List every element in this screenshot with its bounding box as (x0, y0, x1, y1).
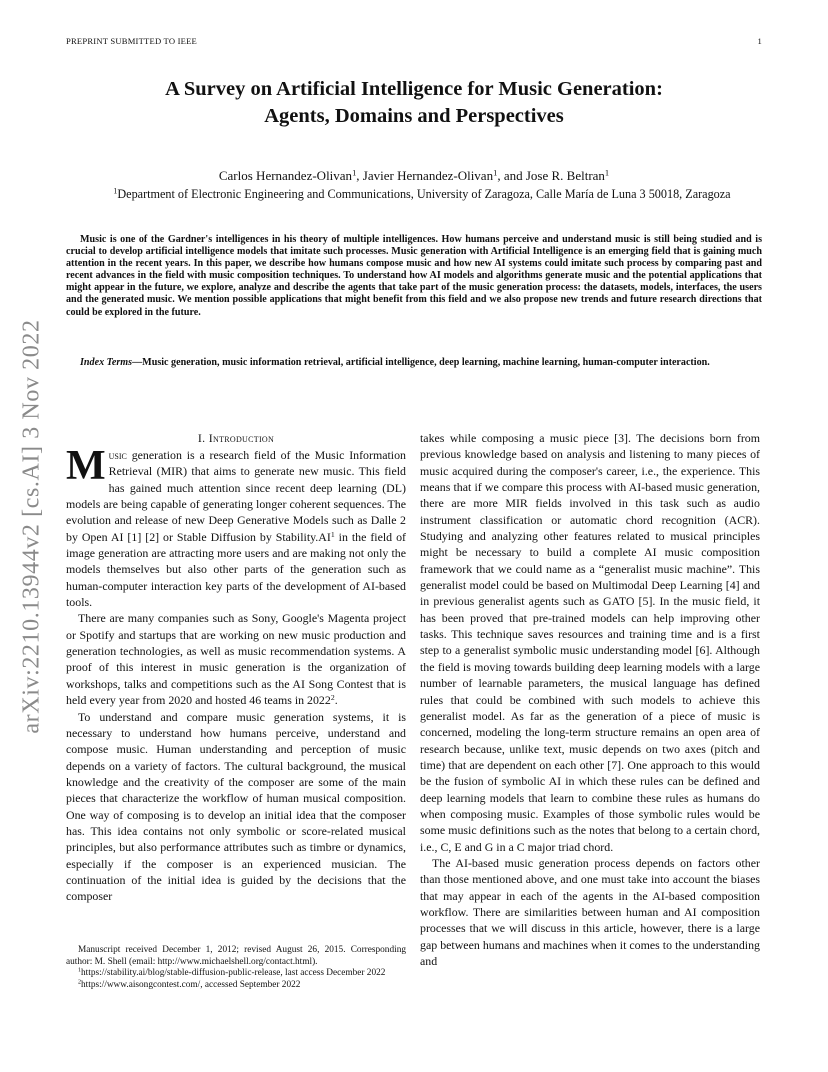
opening-small-caps: usic (108, 448, 127, 462)
abstract: Music is one of the Gardner's intelligences in his theory of multiple intelligences. How humans perceive and understand music is still being studied and is crucial to develop artificial intelligence models that imitate such processes. Music generation with Artificial Intelligence is an emerging field that is gaining much attention in the recent years. In this paper, we describe how humans compose music and how new AI systems could imitate such process by comparing past and recent advances in the field with music composition techniques. To understand how AI models and algorithms generate music and the potential applications that might appear in the future, we explore, analyze and describe the agents that take part of the music generation process: the datasets, models, interfaces, the users and the generated music. We mention possible applications that might benefit from this field and we also propose new trends and future research directions that could be explored in the future. (66, 234, 762, 318)
section-title: Introduction (208, 431, 275, 445)
affiliation-text: Department of Electronic Engineering and Communications, University of Zaragoza, Calle María de Luna 3 50018, Zaragoza (117, 187, 731, 201)
paragraph-3: To understand and compare music generation systems, it is necessary to understand how humans perceive, understand and compose music. Human understanding and perception of music depends on a variety of factors. The cultural background, the musical knowledge and the creativity of the composer are some of the main pieces that characterize the workflow of human musical composition. One way of composing is to develop an initial idea that the composer has. This idea contains not only symbolic or score-related musical principles, but also performance attributes such as timbre or dynamics, especially if the composer is an experienced musician. The continuation of the initial idea is guided by the decisions that the composer (66, 709, 406, 904)
author-1: Carlos Hernandez-Olivan (218, 168, 353, 183)
right-column (420, 430, 760, 969)
paragraph-1: Music generation is a research field of the Music Information Retrieval (MIR) that aims to generate new music. This field has gained much attention since recent deep learning (DL) models are being capable of generating longer coherent sequences. The evolution and release of new Deep Generative Models such as Dalle 2 by Open AI [1] [2] or Stable Diffusion by $Stability.AI^1$ in the field of image generation are attracting more users and are making not only the models themselves but also other parts of the generation such as human-computer interaction key parts of the development of AI-based tools. (66, 443, 406, 610)
author-3-affiliation-mark: 1 (604, 167, 610, 178)
footnote-ref-1: 1 (330, 529, 335, 539)
footnote-2: $^2$https://www.aisongcontest.com/, accessed September 2022 (78, 979, 301, 990)
author-1-affiliation-mark: 1 (352, 167, 357, 178)
arxiv-stamp (16, 296, 48, 756)
title-line-2: Agents, Domains and Perspectives (264, 105, 564, 127)
journal-label: PREPRINT SUBMITTED TO IEEE (66, 36, 198, 46)
arxiv-identifier: arXiv:2210.13944v2 [cs.AI] 3 Nov 2022 (18, 318, 45, 734)
index-terms-text: Music generation, music information retrieval, artificial intelligence, deep learning, machine learning, human-computer interaction. (142, 357, 710, 368)
section-number: I. (197, 431, 209, 445)
paragraph-2: There are many companies such as Sony, Google's Magenta project or Spotify and startups that are working on new music production and generation technologies, as well as music recommendation systems. A proof of this interest in music generation is the organization of workshops, talks and competitions such as the AI Song Contest that is held every year from 2020 and hosted 46 teams in 2022$^2$. (66, 611, 406, 708)
author-3: Jose R. Beltran (525, 168, 605, 183)
paragraph-3-continued: takes while composing a music piece [3]. The decisions born from previous knowledge based on analysis and listening to many pieces of music acquired during the composer's career, i.e., the experience. This means that if we compare this process with AI-based music generation, there are more MIR fields involved in this task such as audio instrument classification or automatic chord recognition (ACR). Studying and analyzing other features related to musical principles might be necessary to build a complete AI music composition framework that we could name as a “generalist music machine”. This generalist model could be based on Multimodal Deep Learning [4] and in previous generalist agents such as GATO [5]. In the music field, it has been proved that pre-trained models can help improving other tasks. This technique saves resources and training time and is a first step to a generalist symbolic music understanding model [6]. Although the field is moving towards building deep learning models with a large number of learnable parameters, the musical language has defined rules that could be combined with such models to achieve this generalist model. As far as the generation of a piece of music is concerned, modeling the long-term structure remains an open area of research because, unlike text, music depends on two axes (pitch and time) that are dependent on each other [7]. One approach to this would be the fusion of symbolic AI in which these rules can be defined and deep learning models that learn to combine these rules as humans do when composing music. Examples of those symbolic rules would be some music definitions such as the notes that belong to a certain chord, i.e., C, E and G in a C major triad chord. (420, 431, 760, 854)
footnote-1: $^1$https://stability.ai/blog/stable-diffusion-public-release, last access December 2022 (78, 967, 386, 978)
author-list: Carlos Hernandez-Olivan$^1$, Javier Hernandez-Olivan$^1$, and Jose R. Beltran$^1$ (218, 167, 610, 183)
title-line-1: A Survey on Artificial Intelligence for Music Generation: (165, 78, 663, 100)
drop-cap: M (66, 443, 106, 489)
left-column (66, 430, 406, 905)
paragraph-4: The AI-based music generation process depends on factors other than those mentioned above, and one must take into account the biases that may appear in each of the agents in the AI-based composition workflow. There are similarities between human and AI composition processes that we will discuss in this article, however, there is a large gap between humans and machines when it comes to the understanding and (420, 855, 760, 968)
manuscript-note: Manuscript received December 1, 2012; revised August 26, 2015. Corresponding author: M. Shell (email: http://www.michaelshell.org/contact.html). (66, 945, 406, 967)
page-number: 1 (757, 36, 762, 46)
affiliation-mark: 1 (113, 186, 118, 196)
affiliation (66, 187, 778, 202)
index-terms-label: Index Terms (80, 357, 133, 368)
footnote-ref-2: 2 (330, 692, 335, 702)
section-heading-introduction (66, 430, 406, 446)
author-2: Javier Hernandez-Olivan (362, 168, 494, 183)
footnotes (66, 945, 406, 991)
author-2-affiliation-mark: 1 (493, 167, 498, 178)
index-terms: Index Terms—Music generation, music information retrieval, artificial intelligence, deep learning, machine learning, human-computer interaction. (80, 357, 710, 368)
paper-title (66, 76, 762, 130)
